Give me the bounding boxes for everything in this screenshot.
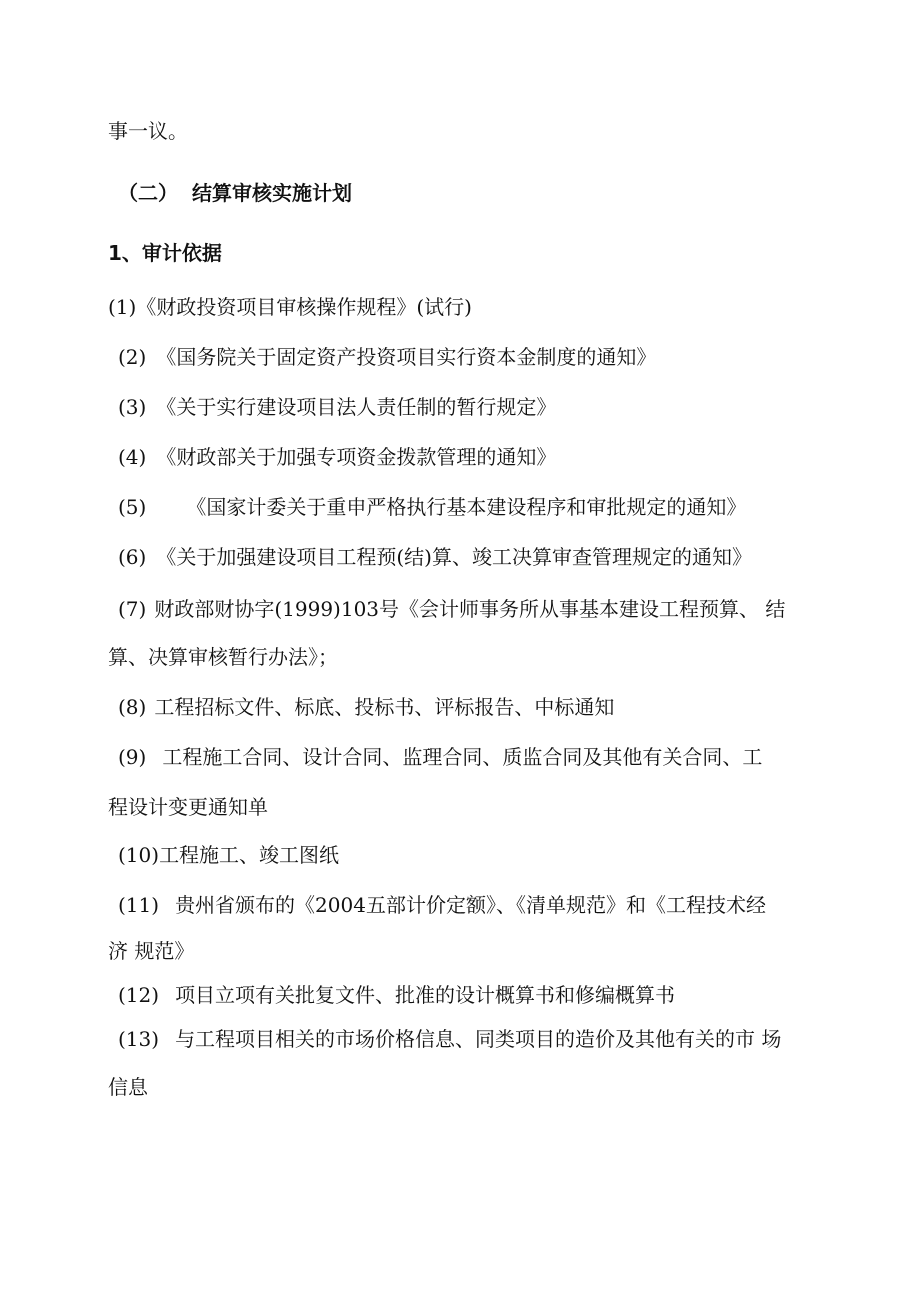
item-text: 《关于实行建设项目法人责任制的暂行规定》 xyxy=(156,395,557,419)
item-number: (2) xyxy=(118,345,147,369)
section-heading-title: 结算审核实施计划 xyxy=(192,181,352,205)
item-text: 《财政部关于加强专项资金拨款管理的通知》 xyxy=(156,445,557,469)
item-text-continued: 算、决算审核暂行办法》； xyxy=(108,645,338,669)
item-text: 贵州省颁布的《2004五部计价定额》、《清单规范》和《工程技术经 xyxy=(175,893,766,917)
subheading xyxy=(108,240,848,266)
item-number: (5) xyxy=(118,495,147,519)
list-item xyxy=(118,744,858,770)
item-text-continued: 济 规范》 xyxy=(108,939,195,963)
item-text: 项目立项有关批复文件、批准的设计概算书和修编概算书 xyxy=(175,983,676,1007)
item-number: (4) xyxy=(118,445,147,469)
item-number: (12) xyxy=(118,983,160,1007)
item-number: (10) xyxy=(118,843,160,867)
item-number: (7) xyxy=(118,597,147,621)
list-item xyxy=(118,544,858,570)
list-item xyxy=(118,394,858,420)
list-item-continuation xyxy=(108,644,848,670)
list-item xyxy=(118,596,858,622)
list-item xyxy=(118,494,858,520)
item-text: 工程招标文件、标底、投标书、评标报告、中标通知 xyxy=(154,695,615,719)
item-text: 《关于加强建设项目工程预(结)算、竣工决算审查管理规定的通知》 xyxy=(156,545,752,569)
item-text: 财政部财协字(1999)103号《会计师事务所从事基本建设工程预算、 结 xyxy=(154,597,786,621)
item-number: (1) xyxy=(108,295,137,319)
list-item xyxy=(118,892,858,918)
item-text-continued: 信息 xyxy=(108,1075,148,1099)
list-item-continuation xyxy=(108,794,848,820)
item-number: (9) xyxy=(118,745,147,769)
item-text: 《国务院关于固定资产投资项目实行资本金制度的通知》 xyxy=(156,345,657,369)
item-text-continued: 程设计变更通知单 xyxy=(108,795,268,819)
list-item-continuation xyxy=(108,1074,848,1100)
list-item xyxy=(118,444,858,470)
item-number: (11) xyxy=(118,893,160,917)
item-number: (3) xyxy=(118,395,147,419)
item-text: 《财政投资项目审核操作规程》(试行) xyxy=(136,295,472,319)
intro-tail-text: 事一议。 xyxy=(108,119,188,143)
subheading-text: 1、审计依据 xyxy=(108,241,222,265)
section-heading-number: （二） xyxy=(118,181,178,205)
item-number: (8) xyxy=(118,695,147,719)
item-text: 与工程项目相关的市场价格信息、同类项目的造价及其他有关的市 场 xyxy=(175,1027,782,1051)
list-item xyxy=(118,1026,858,1052)
list-item xyxy=(118,842,858,868)
section-heading xyxy=(118,180,858,206)
list-item xyxy=(118,694,858,720)
paragraph-tail xyxy=(108,118,848,144)
list-item xyxy=(108,294,848,320)
list-item xyxy=(118,982,858,1008)
list-item-continuation xyxy=(108,938,848,964)
item-text: 工程施工、竣工图纸 xyxy=(159,843,340,867)
item-number: (6) xyxy=(118,545,147,569)
item-number: (13) xyxy=(118,1027,160,1051)
item-text: 工程施工合同、设计合同、监理合同、质监合同及其他有关合同、工 xyxy=(162,745,763,769)
list-item xyxy=(118,344,858,370)
item-text: 《国家计委关于重申严格执行基本建设程序和审批规定的通知》 xyxy=(186,495,747,519)
